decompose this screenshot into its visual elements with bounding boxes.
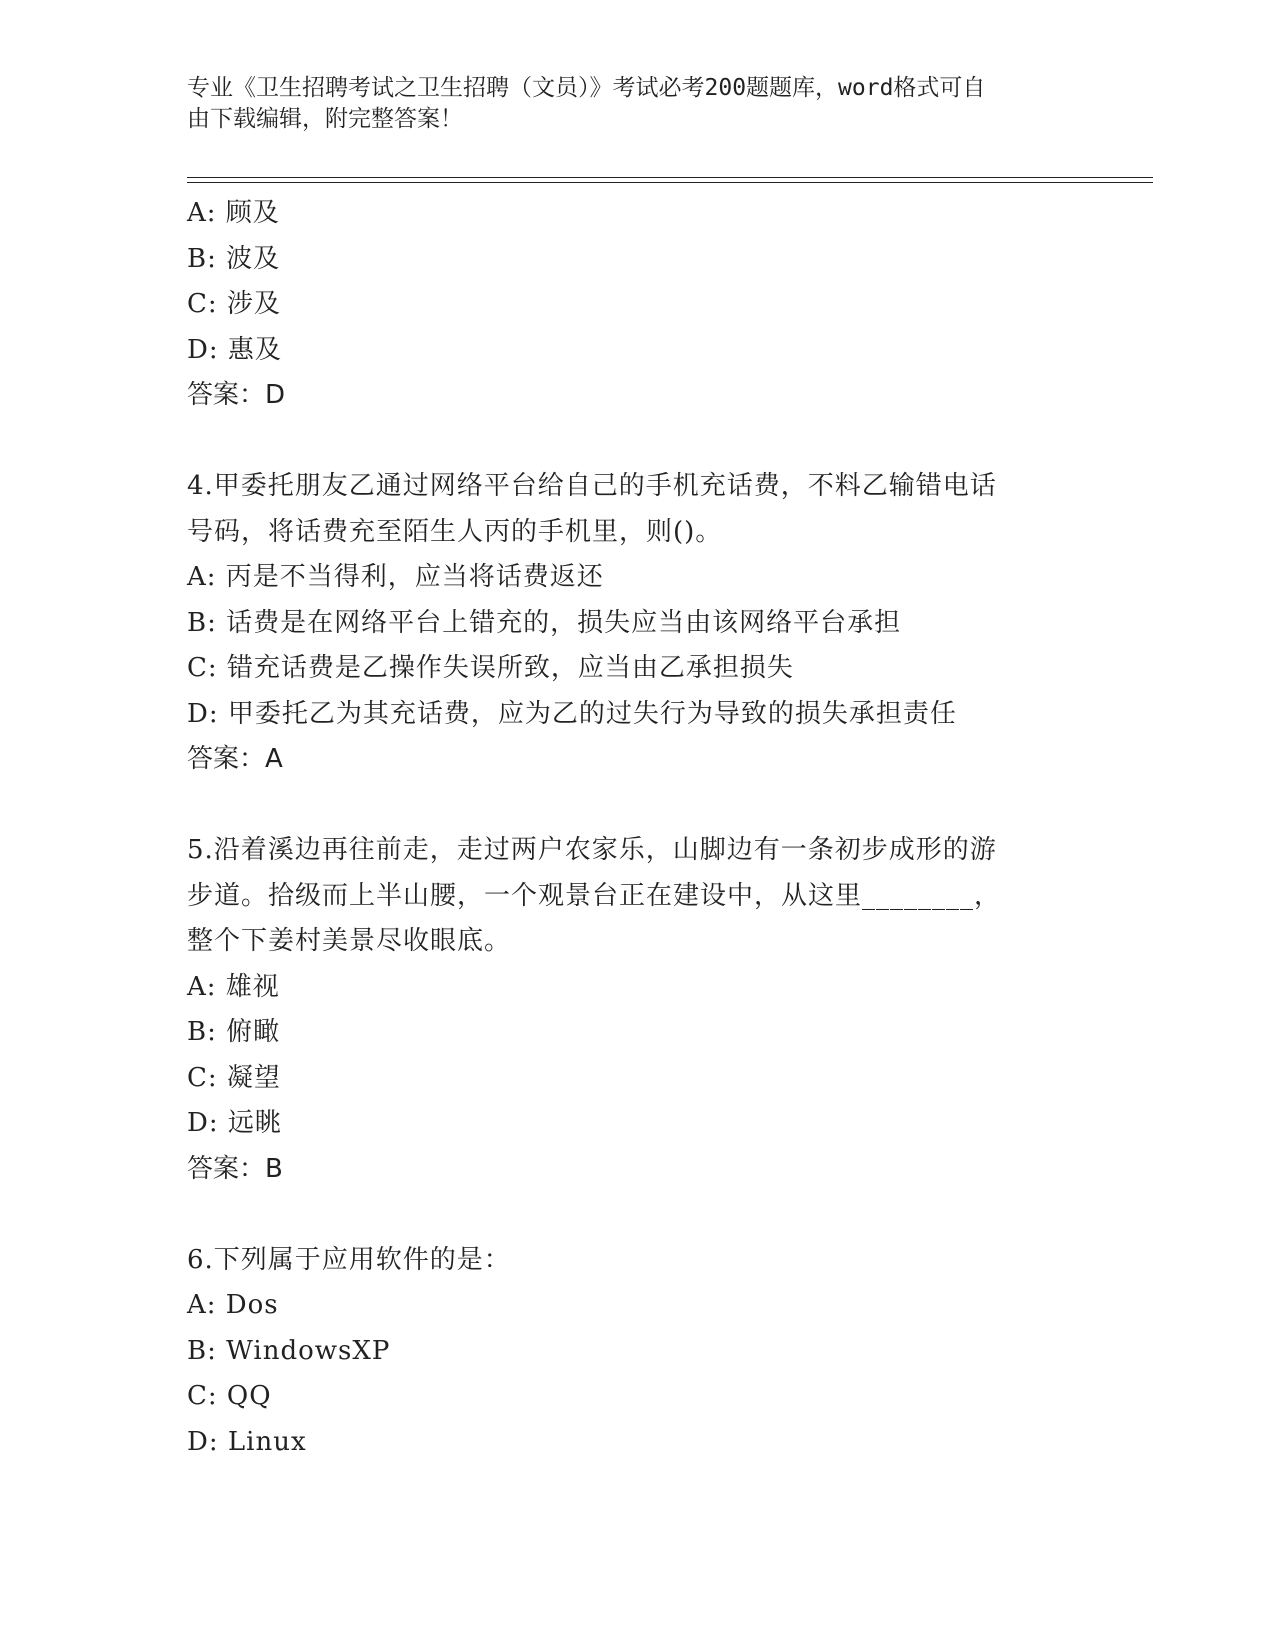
q4-answer: 答案：A: [187, 744, 283, 774]
q4-option-c: C: 错充话费是乙操作失误所致，应当由乙承担损失: [187, 653, 794, 683]
q5-option-b: B: 俯瞰: [187, 1017, 281, 1047]
q5-stem-line-1: 5.沿着溪边再往前走，走过两户农家乐，山脚边有一条初步成形的游: [187, 835, 997, 865]
spacer: [187, 783, 1153, 829]
document-header: [187, 73, 1077, 135]
question-list: [187, 191, 1153, 1465]
spacer: [187, 1192, 1153, 1238]
q6-option-b: B: WindowsXP: [187, 1335, 391, 1366]
q6-option-a: A: Dos: [187, 1290, 279, 1320]
q5-option-d: D: 远眺: [187, 1108, 282, 1138]
header-line-2: 由下载编辑，附完整答案！: [187, 106, 463, 132]
q3-option-b: B: 波及: [187, 243, 281, 274]
q3-answer: 答案：D: [187, 380, 286, 410]
q5-option-a: A: 雄视: [187, 971, 280, 1002]
q5-stem-line-3: 整个下姜村美景尽收眼底。: [187, 926, 512, 956]
q3-option-c: C: 涉及: [187, 289, 281, 319]
q4-option-d: D: 甲委托乙为其充话费，应为乙的过失行为导致的损失承担责任: [187, 698, 957, 729]
q4-option-b: B: 话费是在网络平台上错充的，损失应当由该网络平台承担: [187, 607, 902, 638]
header-divider-bottom: [187, 182, 1153, 183]
q4-stem-line-2: 号码，将话费充至陌生人丙的手机里，则()。: [187, 516, 723, 547]
q6-option-d: D: Linux: [187, 1426, 307, 1457]
q3-option-d: D: 惠及: [187, 334, 282, 365]
header-line-1: 专业《卫生招聘考试之卫生招聘（文员）》考试必考200题题库，word格式可自: [187, 75, 986, 101]
q6-stem-line-1: 6.下列属于应用软件的是：: [187, 1244, 511, 1275]
question-6: [187, 1238, 1153, 1466]
spacer: [187, 419, 1153, 465]
q4-stem-line-1: 4.甲委托朋友乙通过网络平台给自己的手机充话费，不料乙输错电话: [187, 471, 997, 501]
question-5: [187, 828, 1153, 1192]
question-4: [187, 464, 1153, 783]
q5-answer: 答案：B: [187, 1153, 283, 1184]
q6-option-c: C: QQ: [187, 1381, 272, 1411]
q3-option-a: A: 顾及: [187, 198, 280, 228]
q5-stem-line-2: 步道。拾级而上半山腰，一个观景台正在建设中，从这里________，: [187, 880, 1002, 911]
header-divider-top: [187, 177, 1153, 178]
q5-option-c: C: 凝望: [187, 1062, 281, 1093]
question-3: [187, 191, 1153, 419]
q4-option-a: A: 丙是不当得利，应当将话费返还: [187, 562, 604, 592]
